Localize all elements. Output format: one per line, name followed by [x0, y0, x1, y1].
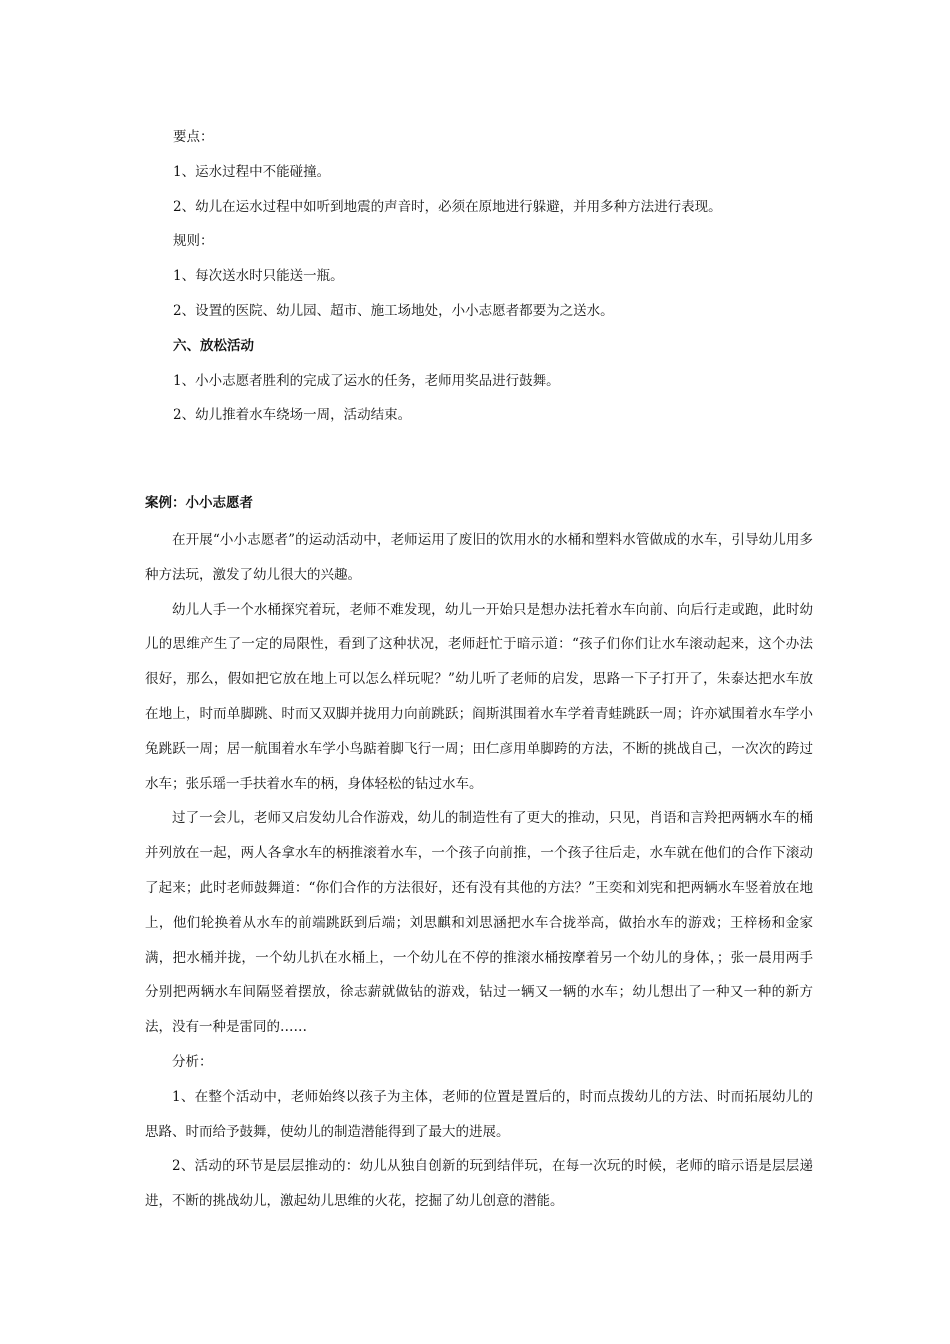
- case-title: 案例：小小志愿者: [145, 495, 253, 511]
- case-paragraph: 过了一会儿，老师又启发幼儿合作游戏，幼儿的制造性有了更大的推动，只见，肖语和言羚把两辆水车的桶并列放在一起，两人各拿水车的柄推滚着水车，一个孩子向前推，一个孩子往后走，水车就在他们的合作下滚动了起来；此时老师鼓舞道：“你们合作的方法很好，还有没有其他的方法？”王奕和刘宪和把两辆水车竖着放在地上，他们轮换着从水车的前端跳跃到后端；刘思麒和刘思涵把水车合拢举高，做抬水车的游戏；王梓杨和金家满，把水桶并拢，一个幼儿扒在水桶上，一个幼儿在不停的推滚水桶按摩着另一个幼儿的身体，；张一晨用两手分别把两辆水车间隔竖着摆放，徐志薪就做钻的游戏，钻过一辆又一辆的水车；幼儿想出了一种又一种的新方法，没有一种是雷同的……: [145, 810, 813, 1036]
- section-heading-relax: 六、放松活动: [173, 337, 254, 354]
- relax-item: 2、幼儿推着水车绕场一周，活动结束。: [173, 407, 412, 424]
- case-paragraph: 幼儿人手一个水桶探究着玩，老师不难发现，幼儿一开始只是想办法托着水车向前、向后行走或跑，此时幼儿的思维产生了一定的局限性，看到了这种状况，老师赶忙于暗示道：“孩子们你们让水车滚动起来，这个办法很好，那么，假如把它放在地上可以怎么样玩呢？”幼儿听了老师的启发，思路一下子打开了，朱泰达把水车放在地上，时而单脚跳、时而又双脚并拢用力向前跳跃；阎斯淇围着水车学着青蛙跳跃一周；许亦斌围着水车学小兔跳跃一周；居一航围着水车学小鸟踮着脚飞行一周；田仁彦用单脚跨的方法，不断的挑战自己，一次次的跨过水车；张乐瑶一手扶着水车的柄，身体轻松的钻过水车。: [145, 601, 813, 792]
- relax-item: 1、小小志愿者胜利的完成了运水的任务，老师用奖品进行鼓舞。: [173, 372, 560, 389]
- analysis-paragraph: 1、在整个活动中，老师始终以孩子为主体，老师的位置是置后的，时而点拨幼儿的方法、时而拓展幼儿的思路、时而给予鼓舞，使幼儿的制造潜能得到了最大的进展。: [145, 1088, 813, 1140]
- rules-heading: 规则：: [173, 233, 214, 250]
- analysis-paragraph: 2、活动的环节是层层推动的：幼儿从独自创新的玩到结伴玩，在每一次玩的时候，老师的暗示语是层层递进，不断的挑战幼儿，激起幼儿思维的火花，挖掘了幼儿创意的潜能。: [145, 1158, 813, 1210]
- key-points-heading: 要点：: [173, 129, 214, 145]
- analysis-heading: 分析：: [172, 1053, 213, 1070]
- activity-rules-section: [173, 127, 853, 440]
- case-study-section: [145, 493, 813, 1219]
- key-point-item: 1、运水过程中不能碰撞。: [173, 163, 331, 180]
- case-paragraph: 在开展“小小志愿者”的运动活动中，老师运用了废旧的饮用水的水桶和塑料水管做成的水车，引导幼儿用多种方法玩，激发了幼儿很大的兴趣。: [145, 532, 813, 583]
- key-point-item: 2、幼儿在运水过程中如听到地震的声音时，必须在原地进行躲避，并用多种方法进行表现。: [173, 198, 722, 215]
- rule-item: 2、设置的医院、幼儿园、超市、施工场地处，小小志愿者都要为之送水。: [173, 302, 614, 319]
- rule-item: 1、每次送水时只能送一瓶。: [173, 268, 344, 285]
